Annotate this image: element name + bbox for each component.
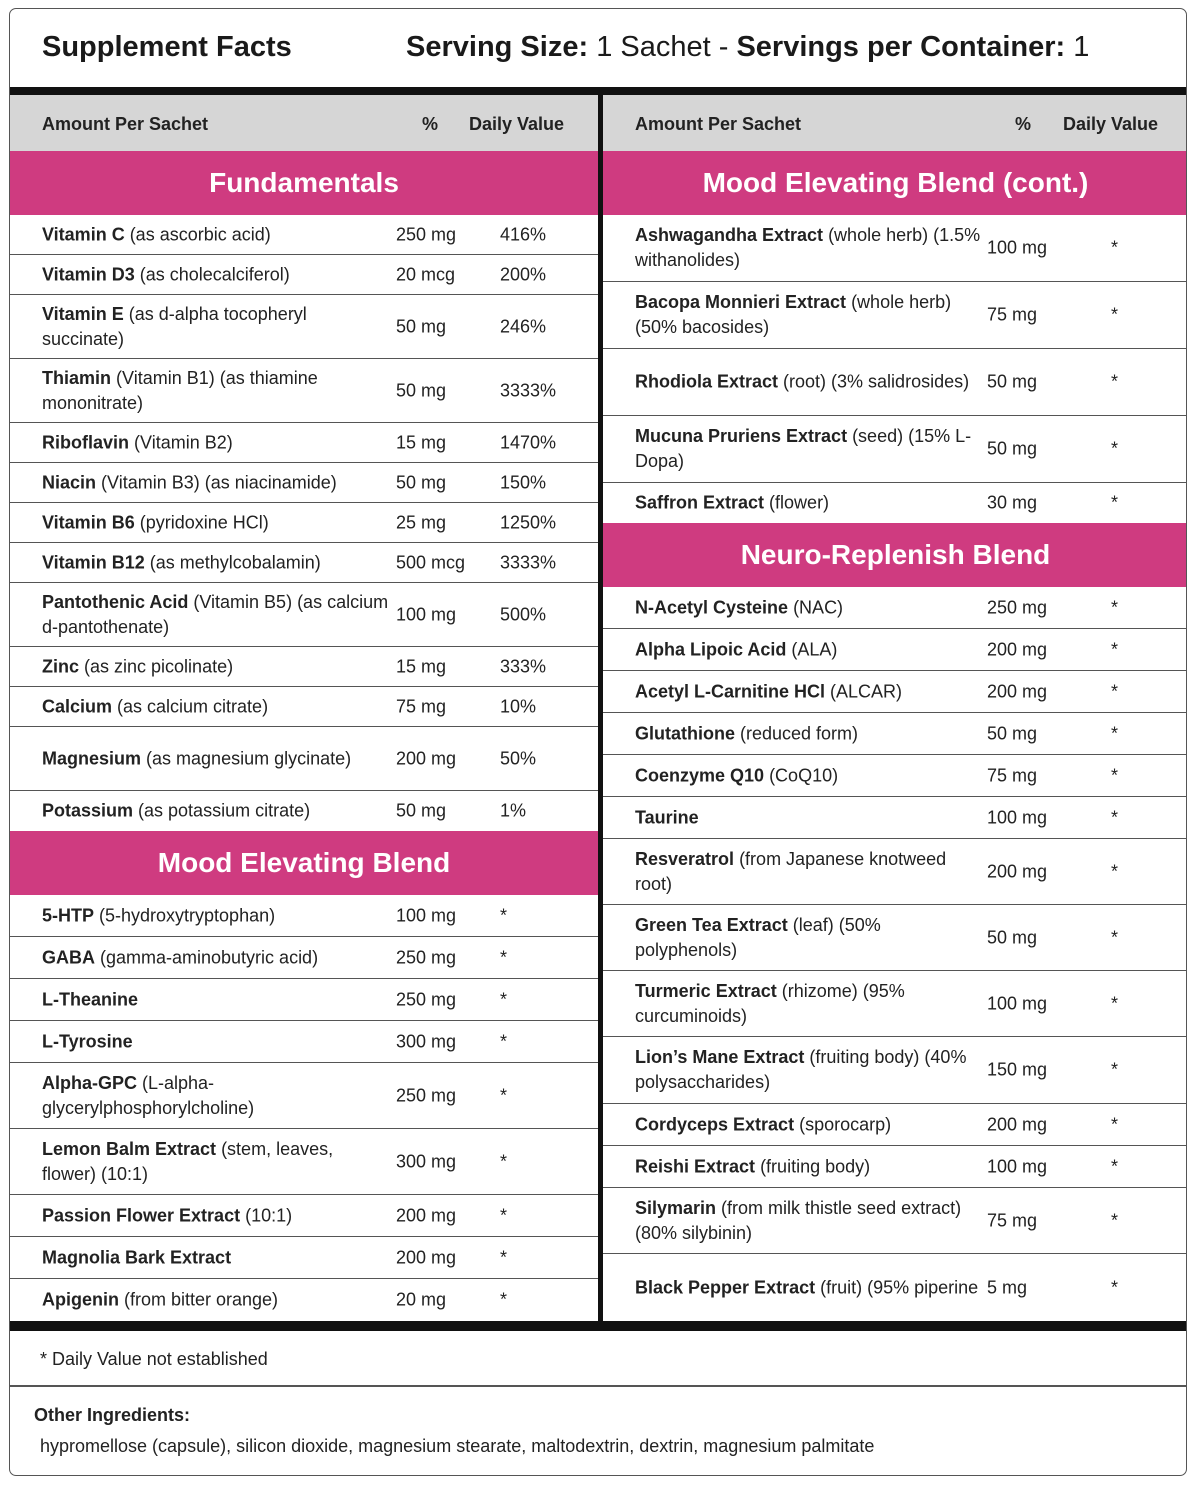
ingredient-daily-value: * [1111,1210,1119,1230]
ingredient-daily-value: 1470% [500,432,557,452]
ingredient-amount: 75 mg [987,1210,1038,1230]
ingredient-name-bold: Alpha Lipoic Acid [635,639,787,659]
ingredient-name-bold: Resveratrol [635,848,735,869]
ingredient-row [603,671,1187,713]
ingredient-daily-value: * [1111,1156,1119,1176]
ingredient-detail: (as potassium citrate) [133,800,311,821]
ingredient-amount: 200 mg [987,639,1048,659]
mood-section-title: Mood Elevating Blend [10,831,598,895]
ingredient-detail: (as magnesium glycinate) [141,748,352,768]
ingredient-name [635,679,985,704]
ingredient-name-bold: Alpha-GPC [42,1072,138,1093]
ingredient-daily-value: * [500,1289,508,1310]
left-column-header [10,95,598,151]
ingredient-name-bold: Turmeric Extract [635,980,777,1001]
ingredient-row [10,583,598,647]
ingredient-detail: (fruiting body) [755,1156,871,1176]
ingredient-daily-value: * [1111,807,1119,827]
mood-cont-rows [603,215,1187,523]
ingredient-row [10,1195,598,1237]
ingredient-name-bold: L-Theanine [42,989,139,1009]
daily-value-note: * Daily Value not established [40,1349,268,1369]
ingredient-daily-value: 150% [500,472,547,492]
ingredient-daily-value: * [500,1031,508,1051]
ingredient-amount: 250 mg [396,1085,457,1105]
ingredient-name-bold: Black Pepper Extract [635,1277,816,1297]
ingredient-detail: (Vitamin B2) [129,432,233,452]
ingredient-name [635,763,985,788]
ingredient-detail: (gamma-aminobutyric acid) [95,947,319,967]
ingredient-name [42,222,392,247]
ingredient-row [10,1279,598,1321]
ingredient-daily-value: * [500,905,508,925]
ingredient-name [635,223,985,273]
ingredient-daily-value: 3333% [500,380,557,400]
ingredient-row [10,1063,598,1129]
right-column [603,95,1187,1321]
ingredient-daily-value: * [1111,861,1119,881]
ingredient-row [603,1188,1187,1254]
ingredient-detail: (as d-alpha tocopheryl succinate) [42,303,307,349]
ingredient-daily-value: * [1111,723,1119,743]
serving-info [406,31,1089,64]
ingredient-amount: 50 mg [396,316,447,336]
amount-header: Amount Per Sachet [635,114,802,134]
ingredient-row [10,1129,598,1195]
ingredient-name-bold: Vitamin B12 [42,552,145,572]
ingredient-name-bold: Vitamin B6 [42,512,135,532]
ingredient-name [635,290,985,340]
other-ingredients-label: Other Ingredients: [34,1405,191,1425]
ingredient-row [10,423,598,463]
ingredient-amount: 50 mg [396,472,447,492]
ingredient-daily-value: * [1111,927,1119,947]
ingredient-daily-value: * [500,1085,508,1105]
ingredient-name [42,799,392,824]
ingredient-row [603,587,1187,629]
ingredient-amount: 100 mg [987,237,1048,258]
ingredient-amount: 200 mg [987,861,1048,881]
ingredient-row [603,971,1187,1037]
ingredient-name-bold: Magnolia Bark Extract [42,1247,232,1267]
ingredient-amount: 300 mg [396,1151,457,1171]
ingredient-row [603,1104,1187,1146]
ingredient-amount: 30 mg [987,492,1038,513]
ingredient-name-bold: Riboflavin [42,432,130,452]
ingredient-name [42,903,392,928]
ingredient-daily-value: * [1111,371,1119,392]
ingredient-amount: 100 mg [396,604,457,624]
ingredient-daily-value: 50% [500,748,537,768]
ingredient-daily-value: 10% [500,696,537,716]
ingredient-detail: (L-alpha-glycerylphosphorylcholine) [42,1072,255,1118]
ingredient-detail: (root) (3% salidrosides) [778,371,970,392]
ingredient-name-bold: N-Acetyl Cysteine [635,597,789,617]
ingredient-name-bold: Vitamin D3 [42,264,135,284]
ingredient-name-bold: Pantothenic Acid [42,591,189,612]
right-column-header [603,95,1187,151]
ingredient-amount: 50 mg [987,371,1038,392]
ingredient-daily-value: * [1111,1277,1119,1297]
ingredient-row [603,215,1187,282]
ingredient-name-bold: Potassium [42,800,134,821]
ingredient-detail: (seed) (15% L-Dopa) [635,426,972,471]
ingredient-detail: (ALA) [786,639,838,659]
ingredient-amount: 250 mg [396,224,457,244]
ingredient-row [603,349,1187,416]
footer-divider [10,1385,1186,1387]
ingredient-row [603,755,1187,797]
ingredient-name [635,637,985,662]
servings-value: 1 [1073,31,1090,63]
ingredient-row [10,791,598,831]
ingredient-daily-value: * [1111,681,1119,701]
fundamentals-rows [10,215,598,831]
ingredient-name-bold: 5-HTP [42,905,95,925]
ingredient-name-bold: Green Tea Extract [635,914,788,935]
ingredient-detail: (Vitamin B1) (as thiamine mononitrate) [42,367,318,413]
mood-rows [10,895,598,1321]
ingredient-amount: 200 mg [396,1205,457,1225]
ingredient-name [635,595,985,620]
ingredient-daily-value: * [1111,492,1119,513]
ingredient-name [635,370,985,395]
ingredient-name [42,302,392,352]
ingredient-row [10,1021,598,1063]
ingredient-detail: (from Japanese knotweed root) [635,848,947,894]
ingredient-detail: (pyridoxine HCl) [134,512,269,532]
ingredient-detail: (whole herb) (50% bacosides) [635,292,952,337]
ingredient-name-bold: Cordyceps Extract [635,1114,795,1134]
ingredient-name [635,1154,985,1179]
ingredient-daily-value: * [1111,304,1119,325]
ingredient-name-bold: Zinc [42,656,80,676]
ingredient-amount: 75 mg [987,765,1038,785]
ingredient-name [42,550,392,575]
ingredient-daily-value: * [1111,237,1119,258]
ingredient-row [603,416,1187,483]
ingredient-row [10,295,598,359]
ingredient-daily-value: * [500,1205,508,1225]
ingredient-row [603,483,1187,523]
ingredient-amount: 25 mg [396,512,447,532]
ingredient-detail: (Vitamin B3) (as niacinamide) [96,472,337,492]
daily-value-header: Daily Value [1063,114,1159,134]
ingredient-detail: (NAC) [788,597,844,617]
ingredient-daily-value: 3333% [500,552,557,572]
ingredient-amount: 250 mg [396,947,457,967]
neuro-rows [603,587,1187,1321]
left-column [10,95,598,1321]
ingredient-detail: (as calcium citrate) [112,696,269,716]
ingredient-amount: 20 mg [396,1289,447,1310]
ingredient-daily-value: 1250% [500,512,557,532]
ingredient-daily-value: * [500,1247,508,1267]
ingredient-amount: 50 mg [987,927,1038,947]
ingredient-amount: 200 mg [396,1247,457,1267]
ingredient-name [42,654,392,679]
ingredient-name [42,1029,392,1054]
ingredient-name [42,470,392,495]
ingredient-amount: 50 mg [987,723,1038,743]
ingredient-name [42,694,392,719]
ingredient-daily-value: 500% [500,604,547,624]
ingredient-row [10,359,598,423]
ingredient-name [635,491,985,516]
ingredient-amount: 150 mg [987,1059,1048,1080]
ingredient-detail: (CoQ10) [764,765,839,785]
daily-value-header: Daily Value [469,114,565,134]
ingredient-row [10,647,598,687]
percent-header: % [1015,114,1032,134]
percent-header: % [422,114,439,134]
ingredient-name [635,805,985,830]
ingredient-name [42,510,392,535]
ingredient-daily-value: * [500,989,508,1009]
ingredient-amount: 75 mg [396,696,447,716]
ingredient-name [635,1112,985,1137]
ingredient-daily-value: * [1111,993,1119,1013]
ingredient-name-bold: Lemon Balm Extract [42,1138,217,1159]
ingredient-amount: 15 mg [396,656,447,676]
ingredient-amount: 50 mg [396,800,447,821]
ingredient-row [10,937,598,979]
ingredient-name [42,1071,392,1121]
ingredient-detail: (reduced form) [735,723,859,743]
ingredient-row [603,1254,1187,1321]
ingredient-row [10,895,598,937]
servings-label: Servings per Container: [736,31,1066,63]
serving-size-value: 1 Sachet - [596,31,729,63]
ingredient-name [42,1203,392,1228]
ingredient-daily-value: 1% [500,800,527,821]
ingredient-daily-value: * [500,1151,508,1171]
ingredient-daily-value: 246% [500,316,547,336]
other-ingredients-text: hypromellose (capsule), silicon dioxide, magnesium stearate, maltodextrin, dextrin, magnesium palmitate [40,1436,875,1456]
ingredient-amount: 100 mg [987,807,1048,827]
ingredient-name [42,590,392,640]
ingredient-name [42,1245,392,1270]
ingredient-detail: (as ascorbic acid) [124,224,271,244]
ingredient-name-bold: Thiamin [42,367,112,388]
ingredient-row [10,687,598,727]
supplement-facts-panel [9,8,1187,1476]
ingredient-name-bold: Glutathione [635,723,735,743]
title-row [10,9,1186,89]
amount-header: Amount Per Sachet [42,114,209,134]
ingredient-name [635,1275,985,1300]
ingredient-amount: 15 mg [396,432,447,452]
ingredient-row [10,503,598,543]
ingredient-detail: (flower) [764,492,830,513]
ingredient-detail: (sporocarp) [794,1114,892,1134]
ingredient-name-bold: L-Tyrosine [42,1031,133,1051]
ingredient-name-bold: Silymarin [635,1197,717,1218]
ingredient-daily-value: * [500,947,508,967]
ingredient-name-bold: Rhodiola Extract [635,371,779,392]
ingredient-name [42,945,392,970]
ingredient-daily-value: * [1111,597,1119,617]
ingredient-name-bold: Vitamin E [42,303,124,324]
ingredient-name-bold: Magnesium [42,748,142,768]
ingredient-name [42,366,392,416]
ingredient-row [603,839,1187,905]
ingredient-row [603,713,1187,755]
serving-size-label: Serving Size: [406,31,589,63]
ingredient-daily-value: 200% [500,264,547,284]
ingredient-amount: 75 mg [987,304,1038,325]
ingredient-detail: (as cholecalciferol) [134,264,290,284]
ingredient-daily-value: * [1111,765,1119,785]
ingredient-name [42,430,392,455]
ingredient-name [42,262,392,287]
ingredient-detail: (from bitter orange) [119,1289,279,1310]
ingredient-amount: 50 mg [987,438,1038,459]
ingredient-name-bold: Passion Flower Extract [42,1205,241,1225]
ingredient-name [635,1196,985,1246]
top-divider [10,87,1186,95]
ingredient-daily-value: 333% [500,656,547,676]
ingredient-name [42,1288,392,1313]
ingredient-detail: (stem, leaves, flower) (10:1) [42,1138,334,1184]
ingredient-name-bold: Ashwagandha Extract [635,225,824,245]
ingredient-amount: 100 mg [396,905,457,925]
ingredient-detail: (5-hydroxytryptophan) [94,905,276,925]
ingredient-row [10,543,598,583]
ingredient-row [10,255,598,295]
ingredient-row [10,463,598,503]
ingredient-name-bold: Saffron Extract [635,492,765,513]
ingredient-row [603,629,1187,671]
ingredient-daily-value: 416% [500,224,547,244]
ingredient-daily-value: * [1111,1114,1119,1134]
ingredient-name [42,987,392,1012]
bottom-divider [10,1321,1186,1331]
ingredient-name [635,721,985,746]
ingredient-amount: 500 mcg [396,552,466,572]
ingredient-name [635,424,985,474]
ingredient-amount: 100 mg [987,1156,1048,1176]
ingredient-detail: (fruit) (95% piperine [815,1277,979,1297]
ingredient-daily-value: * [1111,438,1119,459]
ingredient-detail: (leaf) (50% polyphenols) [635,914,881,960]
ingredient-row [603,282,1187,349]
ingredient-name [42,1137,392,1187]
ingredient-row [10,215,598,255]
ingredient-amount: 5 mg [987,1277,1028,1297]
ingredient-name [635,1045,985,1095]
ingredient-detail: (whole herb) (1.5% withanolides) [635,225,981,270]
ingredient-detail: (rhizome) (95% curcuminoids) [635,980,905,1026]
ingredient-name-bold: Reishi Extract [635,1156,756,1176]
ingredient-name-bold: Coenzyme Q10 [635,765,765,785]
ingredient-row [10,727,598,791]
ingredient-daily-value: * [1111,1059,1119,1080]
ingredient-name [635,913,985,963]
neuro-section-title: Neuro-Replenish Blend [603,523,1187,587]
ingredient-name-bold: Mucuna Pruriens Extract [635,426,848,446]
ingredient-name-bold: Lion’s Mane Extract [635,1047,805,1067]
ingredient-name [42,746,392,771]
ingredient-name [635,979,985,1029]
ingredient-amount: 250 mg [396,989,457,1009]
ingredient-name-bold: Apigenin [42,1289,119,1310]
ingredient-row [10,979,598,1021]
ingredient-amount: 50 mg [396,380,447,400]
ingredient-amount: 200 mg [987,681,1048,701]
ingredient-name-bold: GABA [42,947,95,967]
ingredient-detail: (10:1) [240,1205,293,1225]
ingredient-row [603,797,1187,839]
fundamentals-section-title: Fundamentals [10,151,598,215]
ingredient-name-bold: Taurine [635,807,699,827]
ingredient-row [10,1237,598,1279]
ingredient-amount: 200 mg [396,748,457,768]
ingredient-name-bold: Vitamin C [42,224,125,244]
ingredient-amount: 100 mg [987,993,1048,1013]
ingredient-detail: (ALCAR) [825,681,903,701]
ingredient-detail: (Vitamin B5) (as calcium d-pantothenate) [42,591,389,637]
ingredient-name-bold: Acetyl L-Carnitine HCl [635,681,826,701]
mood-cont-section-title: Mood Elevating Blend (cont.) [603,151,1187,215]
ingredient-name-bold: Bacopa Monnieri Extract [635,292,847,312]
ingredient-row [603,1037,1187,1104]
ingredient-amount: 250 mg [987,597,1048,617]
ingredient-detail: (from milk thistle seed extract) (80% silybinin) [635,1197,962,1243]
ingredient-amount: 200 mg [987,1114,1048,1134]
ingredient-name [635,847,985,897]
ingredient-row [603,1146,1187,1188]
ingredient-detail: (fruiting body) (40% polysaccharides) [635,1047,967,1092]
ingredient-name-bold: Calcium [42,696,113,716]
ingredient-daily-value: * [1111,639,1119,659]
ingredient-amount: 300 mg [396,1031,457,1051]
ingredient-name-bold: Niacin [42,472,97,492]
ingredient-detail: (as zinc picolinate) [79,656,234,676]
ingredient-amount: 20 mcg [396,264,456,284]
panel-title: Supplement Facts [42,31,292,63]
ingredient-detail: (as methylcobalamin) [144,552,321,572]
ingredient-row [603,905,1187,971]
